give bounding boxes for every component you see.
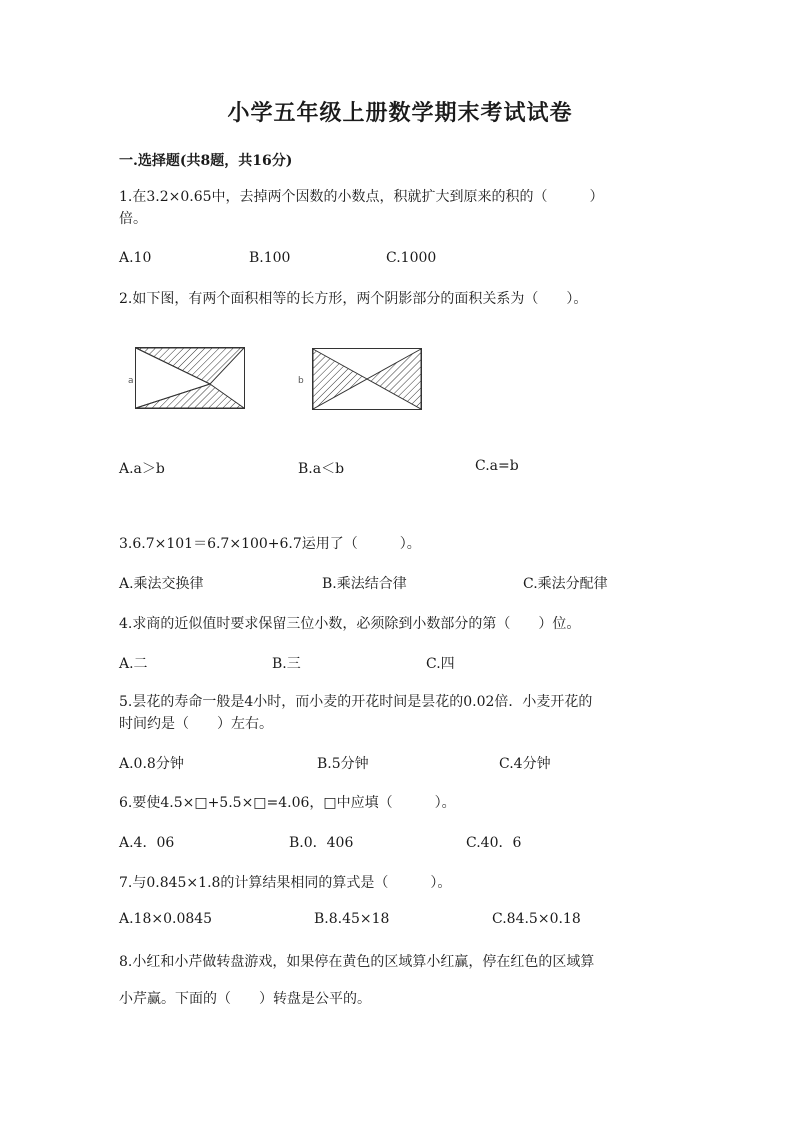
- question-7-option-b: B.8.45×18: [314, 911, 390, 927]
- figure-a-label: a: [128, 376, 134, 386]
- figure-b-rectangle: [312, 348, 422, 410]
- question-4-option-b: B.三: [272, 656, 301, 672]
- question-4-option-c: C.四: [426, 656, 455, 672]
- question-1-option-a: A.10: [119, 250, 152, 266]
- figure-b-label: b: [298, 376, 304, 386]
- question-5-line-1: 5.昙花的寿命一般是4小时，而小麦的开花时间是昙花的0.02倍．小麦开花的: [119, 694, 593, 710]
- question-3-option-c: C.乘法分配律: [523, 576, 608, 592]
- question-8-line-1: 8.小红和小芹做转盘游戏，如果停在黄色的区域算小红赢，停在红色的区域算: [119, 954, 595, 970]
- figure-a-rectangle: [135, 347, 245, 409]
- question-5-line-2: 时间约是（ ）左右。: [119, 716, 273, 732]
- question-2-line-1: 2.如下图，有两个面积相等的长方形，两个阴影部分的面积关系为（ ）。: [119, 291, 588, 307]
- question-5-option-a: A.0.8分钟: [119, 756, 184, 772]
- question-1-line-2: 倍。: [119, 211, 147, 227]
- question-1-option-b: B.100: [249, 250, 291, 266]
- question-1-line-1: 1.在3.2×0.65中，去掉两个因数的小数点，积就扩大到原来的积的（ ）: [119, 189, 604, 205]
- question-4-option-a: A.二: [119, 656, 148, 672]
- question-6-line-1: 6.要使4.5×□+5.5×□=4.06，□中应填（ ）。: [119, 795, 456, 811]
- question-4-line-1: 4.求商的近似值时要求保留三位小数，必须除到小数部分的第（ ）位。: [119, 616, 581, 632]
- question-8-line-2: 小芹赢。下面的（ ）转盘是公平的。: [119, 991, 371, 1007]
- question-2-option-a: A.a＞b: [119, 461, 165, 477]
- question-3-option-a: A.乘法交换律: [119, 576, 204, 592]
- question-1-option-c: C.1000: [386, 250, 437, 266]
- question-2-option-b: B.a＜b: [298, 461, 345, 477]
- question-5-option-c: C.4分钟: [499, 756, 551, 772]
- page-title: 小学五年级上册数学期末考试试卷: [227, 100, 573, 126]
- question-6-option-c: C.40．6: [466, 835, 522, 851]
- question-6-option-b: B.0．406: [289, 835, 354, 851]
- question-5-option-b: B.5分钟: [317, 756, 369, 772]
- question-7-option-c: C.84.5×0.18: [492, 911, 581, 927]
- question-7-option-a: A.18×0.0845: [119, 911, 213, 927]
- section-heading: 一.选择题(共8题，共16分): [119, 153, 293, 169]
- question-6-option-a: A.4．06: [119, 835, 175, 851]
- question-2-option-c: C.a=b: [475, 458, 519, 474]
- question-3-line-1: 3.6.7×101＝6.7×100+6.7运用了（ ）。: [119, 536, 421, 552]
- question-7-line-1: 7.与0.845×1.8的计算结果相同的算式是（ ）。: [119, 875, 452, 891]
- question-3-option-b: B.乘法结合律: [322, 576, 407, 592]
